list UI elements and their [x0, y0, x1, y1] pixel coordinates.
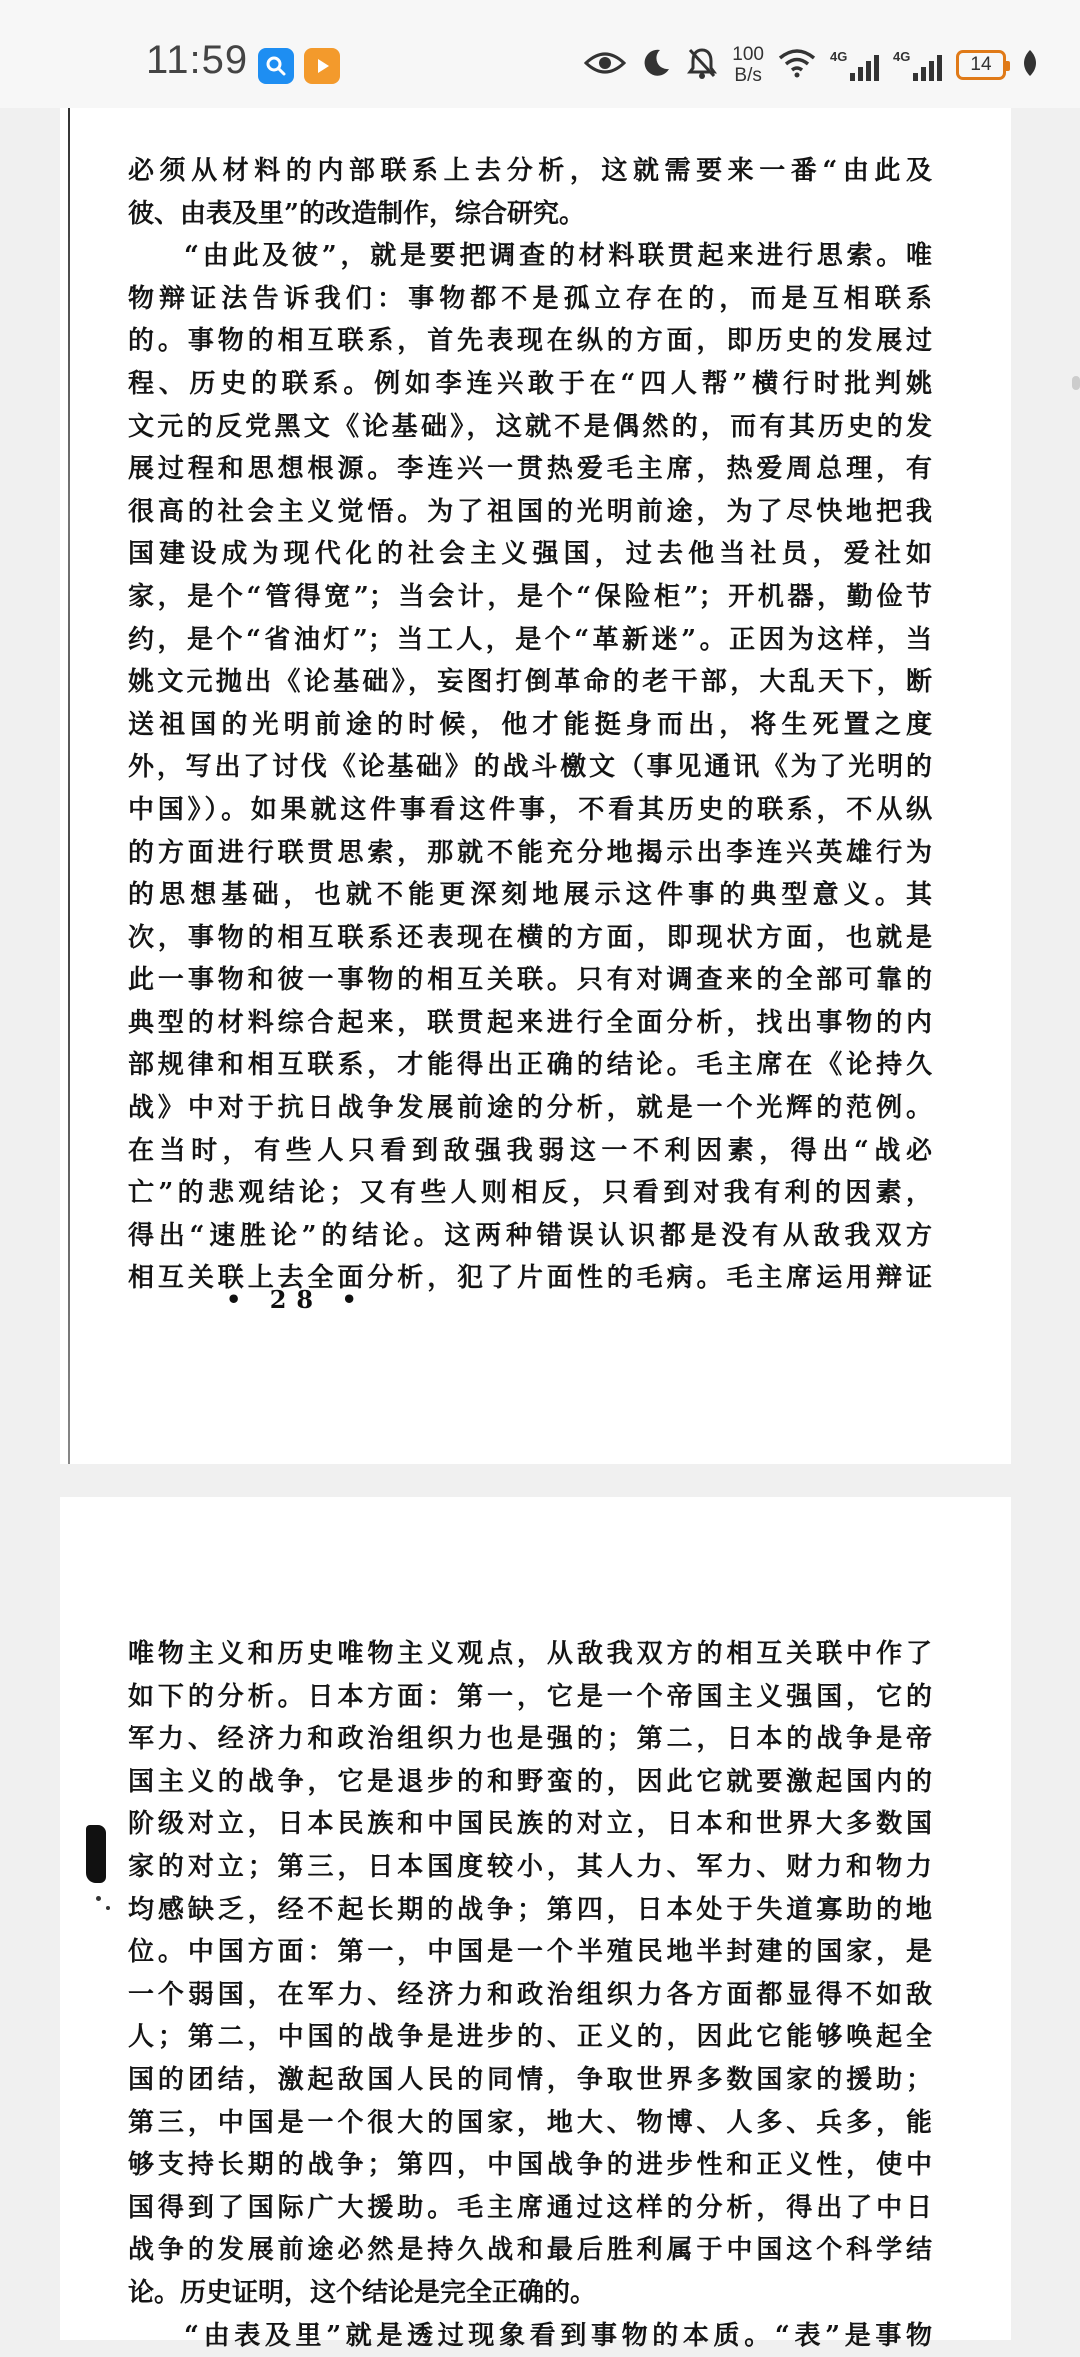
- text-line: 中国》）。如果就这件事看这件事，不看其历史的联系，不从纵: [128, 789, 932, 832]
- battery-icon: [956, 50, 1006, 80]
- text-line: 家，是个“管得宽”；当会计，是个“保险柜”；开机器，勤俭节: [128, 576, 932, 619]
- text-line: 阶级对立，日本民族和中国民族的对立，日本和世界大多数国: [128, 1803, 932, 1846]
- net-speed-unit: B/s: [734, 65, 761, 86]
- text-line: 次，事物的相互联系还表现在横的方面，即现状方面，也就是: [128, 917, 932, 960]
- text-line: 唯物主义和历史唯物主义观点，从敌我双方的相互关联中作了: [128, 1633, 932, 1676]
- text-line: 人；第二，中国的战争是进步的、正义的，因此它能够唤起全: [128, 2016, 932, 2059]
- text-line: 一个弱国，在军力、经济力和政治组织力各方面都显得不如敌: [128, 1974, 932, 2017]
- scroll-indicator[interactable]: [1072, 376, 1080, 390]
- text-line: 军力、经济力和政治组织力也是强的；第二，日本的战争是帝: [128, 1718, 932, 1761]
- text-line: 国主义的战争，它是退步的和野蛮的，因此它就要激起国内的: [128, 1761, 932, 1804]
- page2-text: [128, 1633, 932, 2357]
- text-line: 如下的分析。日本方面：第一，它是一个帝国主义强国，它的: [128, 1676, 932, 1719]
- video-app-icon: [304, 48, 340, 84]
- text-line: 第三，中国是一个很大的国家，地大、物博、人多、兵多，能: [128, 2102, 932, 2145]
- text-line: 此一事物和彼一事物的相互关联。只有对调查来的全部可靠的: [128, 959, 932, 1002]
- text-line: 部规律和相互联系，才能得出正确的结论。毛主席在《论持久: [128, 1044, 932, 1087]
- text-line: 均感缺乏，经不起长期的战争；第四，日本处于失道寡助的地: [128, 1889, 932, 1932]
- signal1-type: 4G: [830, 49, 847, 64]
- moon-icon: [640, 47, 672, 84]
- search-app-icon: [258, 48, 294, 84]
- text-line: 位。中国方面：第一，中国是一个半殖民地半封建的国家，是: [128, 1931, 932, 1974]
- text-line: 国建设成为现代化的社会主义强国，过去他当社员，爱社如: [128, 533, 932, 576]
- leaf-icon: [1020, 48, 1040, 83]
- text-line: 的方面进行联贯思索，那就不能充分地揭示出李连兴英雄行为: [128, 832, 932, 875]
- text-line: 的。事物的相互联系，首先表现在纵的方面，即历史的发展过: [128, 320, 932, 363]
- eye-icon: [584, 48, 626, 83]
- mute-bell-icon: [686, 46, 718, 85]
- text-line: 得出“速胜论”的结论。这两种错误认识都是没有从敌我双方: [128, 1215, 932, 1258]
- net-speed-value: 100: [732, 44, 764, 65]
- signal-icon: [830, 49, 879, 81]
- page-left-rule: [68, 108, 70, 1464]
- status-bar: [0, 0, 1080, 108]
- text-line: 必须从材料的内部联系上去分析，这就需要来一番“由此及: [128, 150, 932, 193]
- scan-ink-dot: [106, 1906, 110, 1910]
- text-line: “由表及里”就是透过现象看到事物的本质。“表”是事物: [128, 2315, 932, 2357]
- page1-text: [128, 150, 932, 1300]
- text-line: 很高的社会主义觉悟。为了祖国的光明前途，为了尽快地把我: [128, 491, 932, 534]
- text-line: 外，写出了讨伐《论基础》的战斗檄文（事见通讯《为了光明的: [128, 746, 932, 789]
- text-line: 典型的材料综合起来，联贯起来进行全面分析，找出事物的内: [128, 1002, 932, 1045]
- text-line: 程、历史的联系。例如李连兴敢于在“四人帮”横行时批判姚: [128, 363, 932, 406]
- text-line: 家的对立；第三，日本国度较小，其人力、军力、财力和物力: [128, 1846, 932, 1889]
- net-speed: [732, 44, 764, 86]
- text-line: 姚文元抛出《论基础》，妄图打倒革命的老干部，大乱天下，断: [128, 661, 932, 704]
- status-icons: [584, 40, 1040, 90]
- text-line: 在当时，有些人只看到敌强我弱这一不利因素，得出“战必: [128, 1130, 932, 1173]
- battery-level: 14: [970, 54, 991, 76]
- signal2-type: 4G: [893, 49, 910, 64]
- scan-ink-mark: [86, 1825, 106, 1883]
- text-line: 彼、由表及里”的改造制作，综合研究。: [128, 193, 932, 236]
- text-line: 国得到了国际广大援助。毛主席通过这样的分析，得出了中日: [128, 2187, 932, 2230]
- text-line: “由此及彼”，就是要把调查的材料联贯起来进行思索。唯: [128, 235, 932, 278]
- text-line: 送祖国的光明前途的时候，他才能挺身而出，将生死置之度: [128, 704, 932, 747]
- wifi-icon: [778, 48, 816, 83]
- text-line: 的思想基础，也就不能更深刻地展示这件事的典型意义。其: [128, 874, 932, 917]
- text-line: 亡”的悲观结论；又有些人则相反，只看到对我有利的因素，: [128, 1172, 932, 1215]
- text-line: 国的团结，激起敌国人民的同情，争取世界多数国家的援助；: [128, 2059, 932, 2102]
- text-line: 相互关联上去全面分析，犯了片面性的毛病。毛主席运用辩证: [128, 1257, 932, 1300]
- text-line: 约，是个“省油灯”；当工人，是个“革新迷”。正因为这样，当: [128, 619, 932, 662]
- text-line: 文元的反党黑文《论基础》，这就不是偶然的，而有其历史的发: [128, 406, 932, 449]
- text-line: 战》中对于抗日战争发展前途的分析，就是一个光辉的范例。: [128, 1087, 932, 1130]
- scan-ink-dot: [96, 1896, 101, 1901]
- text-line: 论。历史证明，这个结论是完全正确的。: [128, 2272, 932, 2315]
- text-line: 战争的发展前途必然是持久战和最后胜利属于中国这个科学结: [128, 2229, 932, 2272]
- signal-icon-2: [893, 49, 942, 81]
- text-line: 物辩证法告诉我们：事物都不是孤立存在的，而是互相联系: [128, 278, 932, 321]
- status-time: 11:59: [146, 38, 248, 83]
- text-line: 展过程和思想根源。李连兴一贯热爱毛主席，热爱周总理，有: [128, 448, 932, 491]
- text-line: 够支持长期的战争；第四，中国战争的进步性和正义性，使中: [128, 2144, 932, 2187]
- page-number: • 28 •: [226, 1285, 367, 1314]
